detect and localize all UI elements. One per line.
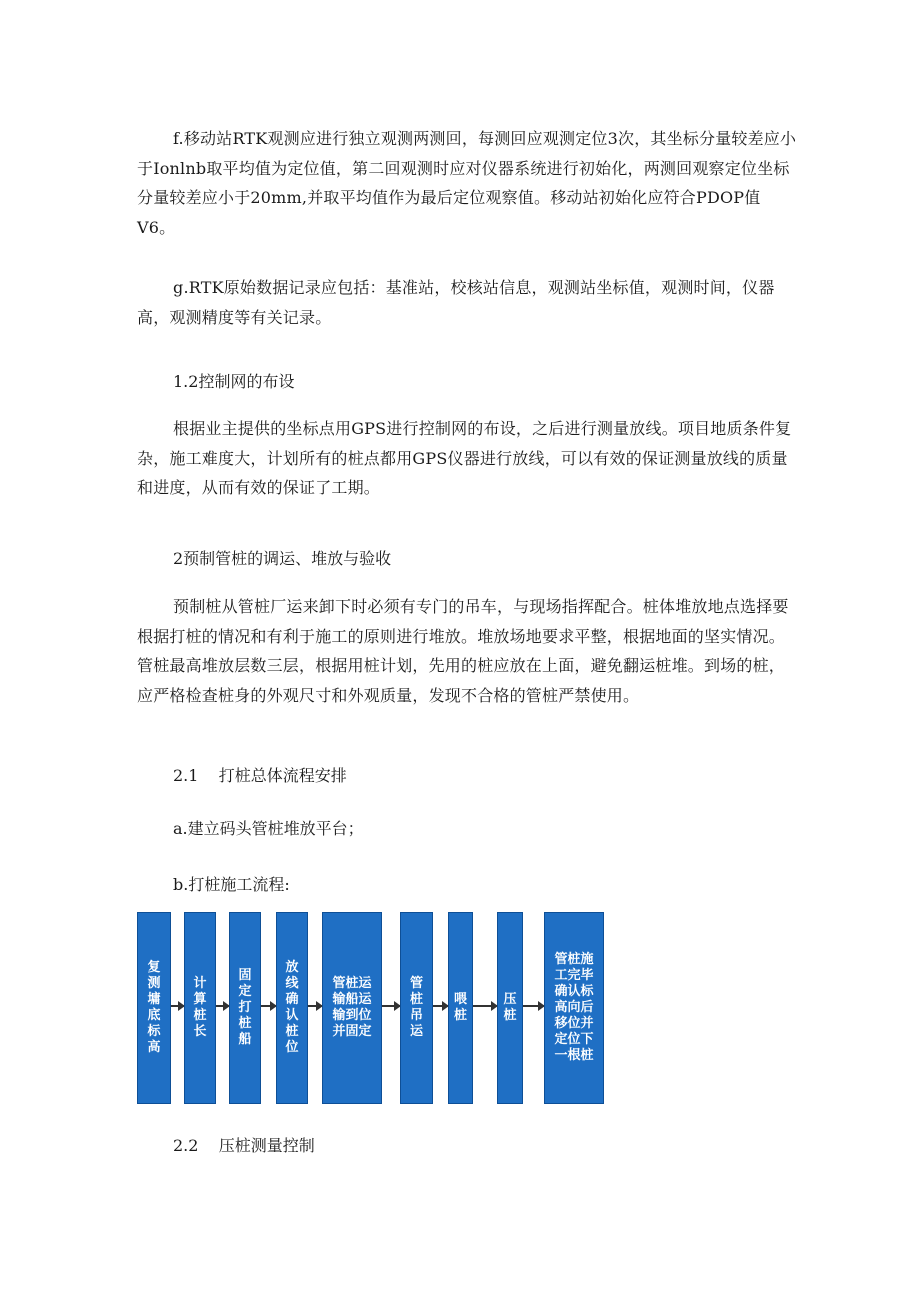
flow-step-8 xyxy=(497,912,523,1104)
flow-step-8-label: 压桩 xyxy=(503,992,517,1023)
flow-step-3-label: 固定打桩船 xyxy=(238,968,252,1047)
flow-step-1 xyxy=(137,912,171,1104)
flow-step-6 xyxy=(400,912,433,1104)
flow-step-9-label: 管桩施工完毕确认标高向后移位并定位下一根桩 xyxy=(554,952,594,1063)
flow-step-3 xyxy=(229,912,261,1104)
arrow-2 xyxy=(216,1005,229,1007)
flow-step-5-label: 管桩运输船运输到位并固定 xyxy=(332,976,372,1039)
arrow-6 xyxy=(433,1005,448,1007)
arrow-4 xyxy=(308,1005,322,1007)
flow-step-4 xyxy=(276,912,308,1104)
flow-step-6-label: 管桩吊运 xyxy=(409,976,423,1039)
arrow-5 xyxy=(382,1005,400,1007)
arrow-7 xyxy=(473,1005,497,1007)
flow-step-5 xyxy=(322,912,382,1104)
flow-step-9 xyxy=(544,912,604,1104)
heading-1-2: 1.2控制网的布设 xyxy=(173,372,295,391)
paragraph-2: 预制桩从管桩厂运来卸下时必须有专门的吊车，与现场指挥配合。桩体堆放地点选择要根据打桩的情况和有利于施工的原则进行堆放。堆放场地要求平整，根据地面的坚实情况。管桩最高堆放层数三层，根据用桩计划，先用的桩应放在上面，避免翻运桩堆。到场的桩，应严格检查桩身的外观尺寸和外观质量，发现不合格的管桩严禁使用。 xyxy=(137,597,789,705)
arrow-3 xyxy=(261,1005,276,1007)
item-a: a.建立码头管桩堆放平台； xyxy=(173,819,364,838)
paragraph-g: g.RTK原始数据记录应包括：基准站，校核站信息，观测站坐标值，观测时间，仪器高，观测精度等有关记录。 xyxy=(137,278,775,327)
heading-2-2: 2.2 压桩测量控制 xyxy=(173,1136,315,1155)
pile-driving-flowchart xyxy=(137,912,607,1104)
heading-2: 2预制管桩的调运、堆放与验收 xyxy=(173,549,392,568)
flow-step-2 xyxy=(184,912,216,1104)
arrow-1 xyxy=(171,1005,184,1007)
item-b: b.打桩施工流程: xyxy=(173,875,290,894)
flow-step-7 xyxy=(448,912,473,1104)
heading-2-1: 2.1 打桩总体流程安排 xyxy=(173,766,347,785)
paragraph-f: f.移动站RTK观测应进行独立观测两测回，每测回应观测定位3次，其坐标分量较差应小于Ionlnb取平均值为定位值，第二回观测时应对仪器系统进行初始化，两测回观察定位坐标分量较差应小于20mm,并取平均值作为最后定位观察值。移动站初始化应符合PDOP值V6。 xyxy=(137,129,797,237)
flow-step-4-label: 放线确认桩位 xyxy=(285,960,299,1055)
flow-step-1-label: 复测墉底标高 xyxy=(147,960,161,1055)
arrow-8 xyxy=(523,1005,544,1007)
paragraph-1-2: 根据业主提供的坐标点用GPS进行控制网的布设，之后进行测量放线。项目地质条件复杂，施工难度大，计划所有的桩点都用GPS仪器进行放线，可以有效的保证测量放线的质量和进度，从而有效的保证了工期。 xyxy=(137,419,792,497)
flow-step-7-label: 喂桩 xyxy=(453,992,467,1023)
flow-step-2-label: 计算桩长 xyxy=(193,976,207,1039)
